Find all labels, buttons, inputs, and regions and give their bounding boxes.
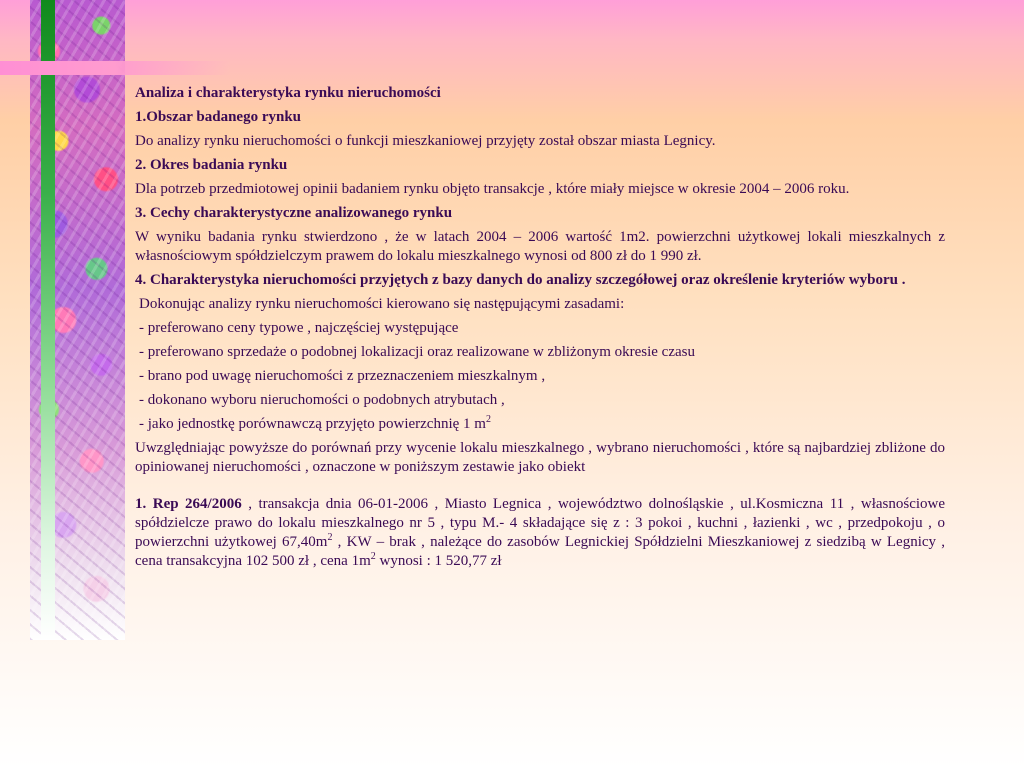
- superscript: 2: [370, 551, 376, 562]
- rule-item-last: [135, 415, 945, 434]
- section-2-title: 2. Okres badania rynku: [135, 157, 288, 173]
- rep-text-3: wynosi : 1 520,77 zł: [375, 553, 502, 569]
- section-4-intro: Dokonując analizy rynku nieruchomości kierowano się następującymi zasadami:: [139, 296, 625, 312]
- summary-text: Uwzględniając powyższe do porównań przy wycenie lokalu mieszkalnego , wybrano nieruchomości , które są najbardziej zbliżone do opiniowanej nieruchomości , oznaczone w poniższym zestawie jako obiekt: [135, 440, 945, 475]
- page-title: Analiza i charakterystyka rynku nieruchomości: [135, 85, 441, 101]
- slide-content: [135, 84, 945, 576]
- rep-text-2: , KW – brak , należące do zasobów Legnickiej Spółdzielni Mieszkaniowej z siedzibą w Legnicy , cena transakcyjna 102 500 zł , cena 1m: [135, 534, 945, 569]
- section-3-title: 3. Cechy charakterystyczne analizowanego rynku: [135, 205, 453, 221]
- rule-item: - preferowano ceny typowe , najczęściej występujące: [139, 320, 459, 336]
- section-2-text: Dla potrzeb przedmiotowej opinii badaniem rynku objęto transakcje , które miały miejsce w okresie 2004 – 2006 roku.: [135, 181, 850, 197]
- rule-item-text: - jako jednostkę porównawczą przyjęto powierzchnię 1 m: [139, 416, 486, 432]
- section-1-title: 1.Obszar badanego rynku: [135, 109, 302, 125]
- rule-item: - dokonano wyboru nieruchomości o podobnych atrybutach ,: [139, 392, 505, 408]
- rule-item: - brano pod uwagę nieruchomości z przeznaczeniem mieszkalnym ,: [139, 368, 546, 384]
- rule-item: - preferowano sprzedaże o podobnej lokalizacji oraz realizowane w zbliżonym okresie czasu: [139, 344, 695, 360]
- superscript: 2: [327, 532, 333, 543]
- section-4-title: 4. Charakterystyka nieruchomości przyjętych z bazy danych do analizy szczegółowej oraz określenie kryteriów wyboru .: [135, 272, 906, 288]
- rep-label: 1. Rep 264/2006: [135, 496, 242, 512]
- comparable-object: [135, 495, 945, 571]
- pink-horizontal-bar: [0, 61, 230, 75]
- green-vertical-bar: [41, 0, 55, 640]
- superscript: 2: [485, 414, 491, 425]
- section-3-text: W wyniku badania rynku stwierdzono , że w latach 2004 – 2006 wartość 1m2. powierzchni użytkowej lokali mieszkalnych z własnościowym spółdzielczym prawem do lokalu mieszkalnego wynosi od 800 zł do 1 990 zł.: [135, 229, 945, 264]
- rep-text-1: , transakcja dnia 06-01-2006 , Miasto Legnica , województwo dolnośląskie , ul.Kosmiczna 11 , własnościowe spółdzielcze prawo do lokalu mieszkalnego nr 5 , typu M.- 4 składające się z : 3 pokoi , kuchni , łazienki , wc , przedpokoju , o powierzchni użytkowej 67,40m: [135, 496, 946, 550]
- section-1-text: Do analizy rynku nieruchomości o funkcji mieszkaniowej przyjęty został obszar miasta Legnicy.: [135, 133, 716, 149]
